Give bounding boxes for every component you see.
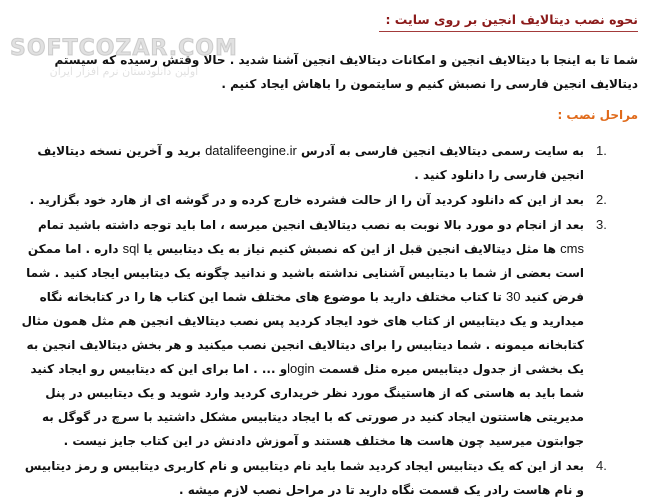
step-text: به سایت رسمی دیتالایف انجین فارسی به آدرس <box>296 144 584 158</box>
step-text: و ... . اما برای این که دیتابیس رو ایجاد کنید شما باید به هاستی که از هاستینگ مورد نظر خریداری کردید وارد شوید و یک دیتابیس در پنل مدیریتی هاستتون ایجاد کنید در صورتی که با ایجاد دیتابیس مشکل داشتید با سرچ در گوگل به جوابتون میرسید چون هاست ها مختلف هستند و آموزش دادنش در این کتاب جایز نیست . <box>30 362 584 448</box>
step-number: 1. <box>596 143 607 158</box>
step-text: داره . اما ممکن است بعضی از شما با دیتابیس آشنایی نداشته باشید و ندانید چگونه یک دیتابیس ایجاد کنید . شما فرض کنید <box>26 242 584 304</box>
step-text: بعد از این که دانلود کردید آن را از حالت فشرده خارج کرده و در گوشه ای از هارد خود بگزارید . <box>29 193 584 207</box>
cms-term: cms <box>560 241 584 256</box>
step-number: 4. <box>596 458 607 473</box>
document-title: نحوه نصب دیتالایف انجین بر روی سایت : <box>379 12 638 32</box>
step-text: ها مثل دیتالایف انجین قبل از این که نصبش کنیم نیاز به یک دیتابیس یا <box>139 242 561 256</box>
step-item-1 <box>16 139 650 187</box>
watermark-logo-text: SOFTCOZAR.COM <box>10 36 238 61</box>
watermark-subtext: اولین دانلودستان نرم افزار ایران <box>49 65 199 78</box>
intro-paragraph: شما تا به اینجا با دیتالایف انجین و امکانات دیتالایف انجین آشنا شدید . حالا وقتش رسیده که سیستم دیتالایف انجین فارسی را نصبش کنیم و سایتمون را باهاش ایجاد کنیم . <box>54 53 638 91</box>
step-item-3 <box>16 213 650 453</box>
sql-term: sql <box>122 241 140 256</box>
number-30: 30 <box>506 289 521 304</box>
step-number: 3. <box>596 217 607 232</box>
step-text: بعد از این که یک دیتابیس ایجاد کردید شما باید نام دیتابیس و نام کاربری دیتابیس و رمز دیتابیس و نام هاست رادر یک قسمت نگاه دارید تا در مراحل نصب لازم میشه . <box>24 459 584 497</box>
steps-heading: مراحل نصب : <box>557 108 638 122</box>
step-item-2 <box>16 188 650 212</box>
step-item-4 <box>16 454 650 502</box>
step-number: 2. <box>596 192 607 207</box>
step-text: تا کتاب مختلف دارید با موضوع های مختلف شما این کتاب ها را در کتابخانه نگاه میدارید و یک دیتابیس از کتاب های خود ایجاد کردید پس نصب دیتالایف انجین هم مثل همون مثال کتابخانه میمونه . شما دیتابیس را برای دیتالایف انجین نصب میکنید و هر بخش دیتالایف انجین به یک بخشی از جدول دیتابیس میره مثل قسمت <box>21 290 584 376</box>
website-url-text: datalifeengine.ir <box>205 143 297 158</box>
step-text: برید و آخرین نسخه دیتالایف انجین فارسی را دانلود کنید . <box>37 144 584 182</box>
login-term: login <box>287 361 315 376</box>
step-text: بعد از انجام دو مورد بالا نوبت به نصب دیتالایف انجین میرسه ، اما باید توجه داشته باشید تمام <box>37 218 584 232</box>
install-steps-list <box>16 139 650 503</box>
